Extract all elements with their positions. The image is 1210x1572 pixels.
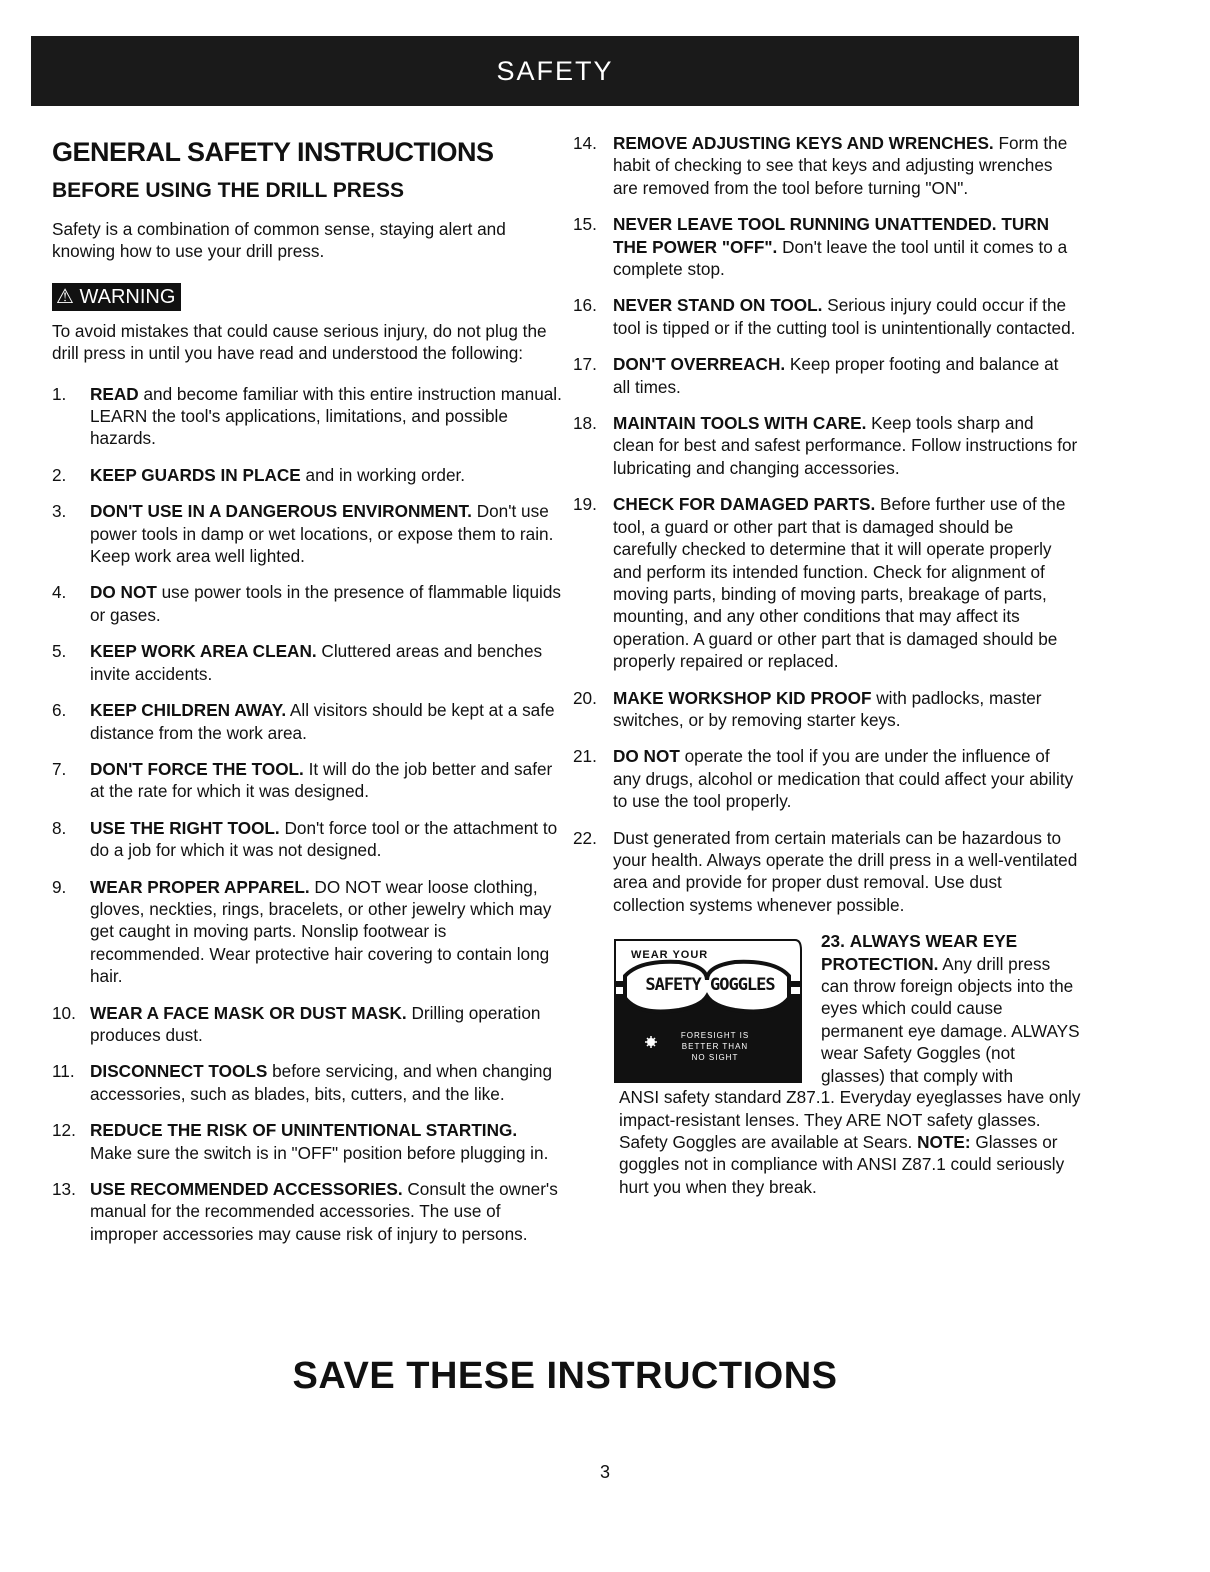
item-lead: DISCONNECT TOOLS (90, 1061, 268, 1082)
item-number: 20. (573, 687, 597, 708)
note-text: Glasses or goggles not in compliance with ANSI Z87.1 could seriously hurt you when they break. (619, 1132, 1065, 1197)
item-text: operate the tool if you are under the influence of any drugs, alcohol or medication that could affect your ability to use the tool properly. (613, 746, 1074, 812)
item-number: 2. (52, 464, 67, 485)
item-number: 13. (52, 1179, 76, 1199)
safety-goggles-badge (609, 936, 805, 1086)
intro-paragraph: Safety is a combination of common sense, staying alert and knowing how to use your drill press. (52, 219, 506, 262)
instruction-item (573, 353, 1078, 398)
item-number: 15. (573, 214, 597, 235)
item-text: and become familiar with this entire instruction manual. LEARN the tool's applications, limitations, and possible hazards. (90, 383, 562, 449)
item-text: Form the habit of checking to see that keys and adjusting wrenches are removed from the tool before turning "ON". (613, 133, 1068, 198)
left-instruction-list (52, 383, 562, 1246)
instruction-item (52, 1002, 562, 1047)
item-lead: KEEP WORK AREA CLEAN. (90, 641, 317, 662)
item-number: 22. (573, 827, 597, 848)
item-number: 9. (52, 876, 67, 897)
left-column (52, 132, 562, 1259)
instruction-item (573, 493, 1078, 672)
item-lead: DON'T FORCE THE TOOL. (90, 758, 304, 779)
item-number: 1. (52, 383, 67, 404)
eye-protection-text (821, 930, 1081, 1087)
item-text: Keep tools sharp and clean for best and safest performance. Follow instructions for lubricating and changing accessories. (613, 413, 1078, 478)
badge-top-text: WEAR YOUR (631, 949, 709, 962)
instruction-item (573, 294, 1078, 339)
instruction-item (573, 213, 1078, 280)
item-lead: DO NOT (613, 746, 680, 767)
item-text: Don't force tool or the attachment to do a job for which it was not designed. (90, 817, 558, 861)
badge-motto (665, 1030, 765, 1063)
instruction-item (573, 827, 1078, 917)
warning-text: To avoid mistakes that could cause serious injury, do not plug the drill press in until you have read and understood the following: (52, 320, 547, 364)
item-text: DO NOT wear loose clothing, gloves, neckties, rings, bracelets, or other jewelry which may get caught in moving parts. Nonslip footwear is recommended. Wear protective hair covering to contain long hair. (90, 876, 552, 987)
item-text: Cluttered areas and benches invite accidents. (90, 641, 543, 684)
item-text: Before further use of the tool, a guard or other part that is damaged should be carefully checked to determine that it will operate properly and perform its intended function. Check for alignment of moving parts, binding of moving parts, breakage of parts, mounting, and any other conditions that may affect its operation. A guard or other part that is damaged should be properly repaired or replaced. (613, 494, 1066, 672)
page-number: 3 (599, 1462, 610, 1482)
instruction-item (52, 1178, 562, 1245)
item-text: Keep proper footing and balance at all times. (613, 354, 1059, 397)
item-number: 10. (52, 1002, 76, 1023)
badge-main-text: SAFETY GOGGLES (645, 975, 775, 996)
item-number: 5. (52, 641, 67, 662)
item-text: before servicing, and when changing accessories, such as blades, bits, cutters, and the like. (90, 1061, 553, 1104)
instruction-item (52, 464, 562, 486)
instruction-item (52, 1060, 562, 1105)
instruction-item (52, 699, 562, 744)
save-instructions-title: SAVE THESE INSTRUCTIONS (292, 1355, 838, 1397)
note-label: NOTE: (917, 1132, 971, 1152)
instruction-item (573, 745, 1078, 812)
item-lead: CHECK FOR DAMAGED PARTS. (613, 494, 876, 515)
section-subtitle: BEFORE USING THE DRILL PRESS (52, 179, 404, 202)
item-lead: REDUCE THE RISK OF UNINTENTIONAL STARTING. (90, 1120, 518, 1141)
item-text: Serious injury could occur if the tool is tipped or if the cutting tool is unintentionally contacted. (613, 295, 1076, 338)
item-text: Consult the owner's manual for the recommended accessories. The use of improper accessories may cause risk of injury to persons. (90, 1179, 558, 1244)
item-lead: WEAR A FACE MASK OR DUST MASK. (90, 1002, 407, 1023)
item-number: 7. (52, 758, 67, 779)
item-text: Drilling operation produces dust. (90, 1002, 541, 1045)
badge-motto-line: FORESIGHT IS (680, 1031, 750, 1041)
item-lead: READ (90, 383, 139, 404)
instruction-item (52, 383, 562, 450)
item-lead: USE RECOMMENDED ACCESSORIES. (90, 1179, 403, 1199)
item-number: 6. (52, 700, 67, 721)
warning-label: WARNING (79, 285, 176, 308)
right-column (573, 132, 1081, 1197)
item-text: Don't leave the tool until it comes to a complete stop. (613, 236, 1068, 280)
item-lead: MAINTAIN TOOLS WITH CARE. (613, 413, 867, 434)
item-number: 8. (52, 817, 67, 838)
instruction-item (573, 687, 1078, 732)
item-number: 17. (573, 354, 597, 375)
item-lead: DON'T USE IN A DANGEROUS ENVIRONMENT. (90, 501, 472, 522)
item-number: 21. (573, 746, 597, 767)
item-lead: USE THE RIGHT TOOL. (90, 817, 280, 838)
badge-motto-line: BETTER THAN (681, 1042, 749, 1052)
ansi-text: ANSI safety standard Z87.1. Everyday eyeglasses have only impact-resistant lenses. They ARE NOT safety glasses. Safety Goggles are available at Sears. (619, 1087, 1081, 1152)
item-lead: NEVER LEAVE TOOL RUNNING UNATTENDED. TURN THE POWER "OFF". (613, 214, 1050, 257)
item-lead: DO NOT (90, 582, 157, 603)
item-text: Make sure the switch is in "OFF" position before plugging in. (90, 1142, 549, 1163)
item-number: 4. (52, 582, 67, 603)
item-number: 11. (52, 1061, 75, 1082)
right-instruction-list (573, 132, 1078, 916)
item-number: 16. (573, 295, 597, 316)
warning-triangle-icon: ⚠ (56, 285, 74, 308)
item-lead: MAKE WORKSHOP KID PROOF (613, 687, 872, 708)
item-text: use power tools in the presence of flammable liquids or gases. (90, 582, 561, 625)
item-lead: KEEP GUARDS IN PLACE (90, 464, 301, 485)
warning-badge (52, 283, 181, 311)
item-text: Don't use power tools in damp or wet locations, or expose them to rain. Keep work area well lighted. (90, 501, 554, 567)
item-text: with padlocks, master switches, or by removing starter keys. (613, 687, 1042, 730)
badge-motto-line: NO SIGHT (691, 1053, 739, 1063)
item-lead: NEVER STAND ON TOOL. (613, 295, 823, 316)
instruction-item (573, 412, 1078, 479)
instruction-item (52, 500, 562, 567)
instruction-item (52, 581, 562, 626)
item-number: 23. (821, 931, 845, 952)
item-lead: KEEP CHILDREN AWAY. (90, 700, 287, 721)
page-title: GENERAL SAFETY INSTRUCTIONS (52, 137, 494, 167)
instruction-item (52, 876, 562, 988)
instruction-item (52, 817, 562, 862)
section-title: SAFETY (496, 55, 614, 86)
eye-protection-continued (619, 1086, 1084, 1198)
instruction-item (52, 758, 562, 803)
item-lead: REMOVE ADJUSTING KEYS AND WRENCHES. (613, 133, 994, 153)
item-number: 14. (573, 133, 597, 153)
item-text: Any drill press can throw foreign objects into the eyes which could cause permanent eye damage. ALWAYS wear Safety Goggles (not glasses) that comply with (821, 953, 1080, 1086)
item-text: and in working order. (300, 464, 466, 485)
instruction-item (52, 1119, 562, 1164)
instruction-item (52, 640, 562, 685)
item-lead: DON'T OVERREACH. (613, 354, 786, 375)
item-number: 19. (573, 494, 597, 515)
item-text: Dust generated from certain materials can be hazardous to your health. Always operate the drill press in a well-ventilated area and provide for proper dust removal. Use dust collection systems whenever possible. (613, 827, 1078, 915)
item-text: All visitors should be kept at a safe distance from the work area. (90, 700, 555, 743)
section-header-bar (31, 36, 1079, 106)
item-number: 18. (573, 413, 597, 434)
item-number: 3. (52, 501, 67, 522)
item-lead: ALWAYS WEAR EYE PROTECTION. (821, 931, 1018, 974)
instruction-item (573, 132, 1078, 199)
item-number: 12. (52, 1120, 76, 1141)
item-text: It will do the job better and safer at the rate for which it was designed. (90, 758, 553, 802)
item-lead: WEAR PROPER APPAREL. (90, 876, 310, 897)
eye-protection-block (573, 930, 1081, 1197)
